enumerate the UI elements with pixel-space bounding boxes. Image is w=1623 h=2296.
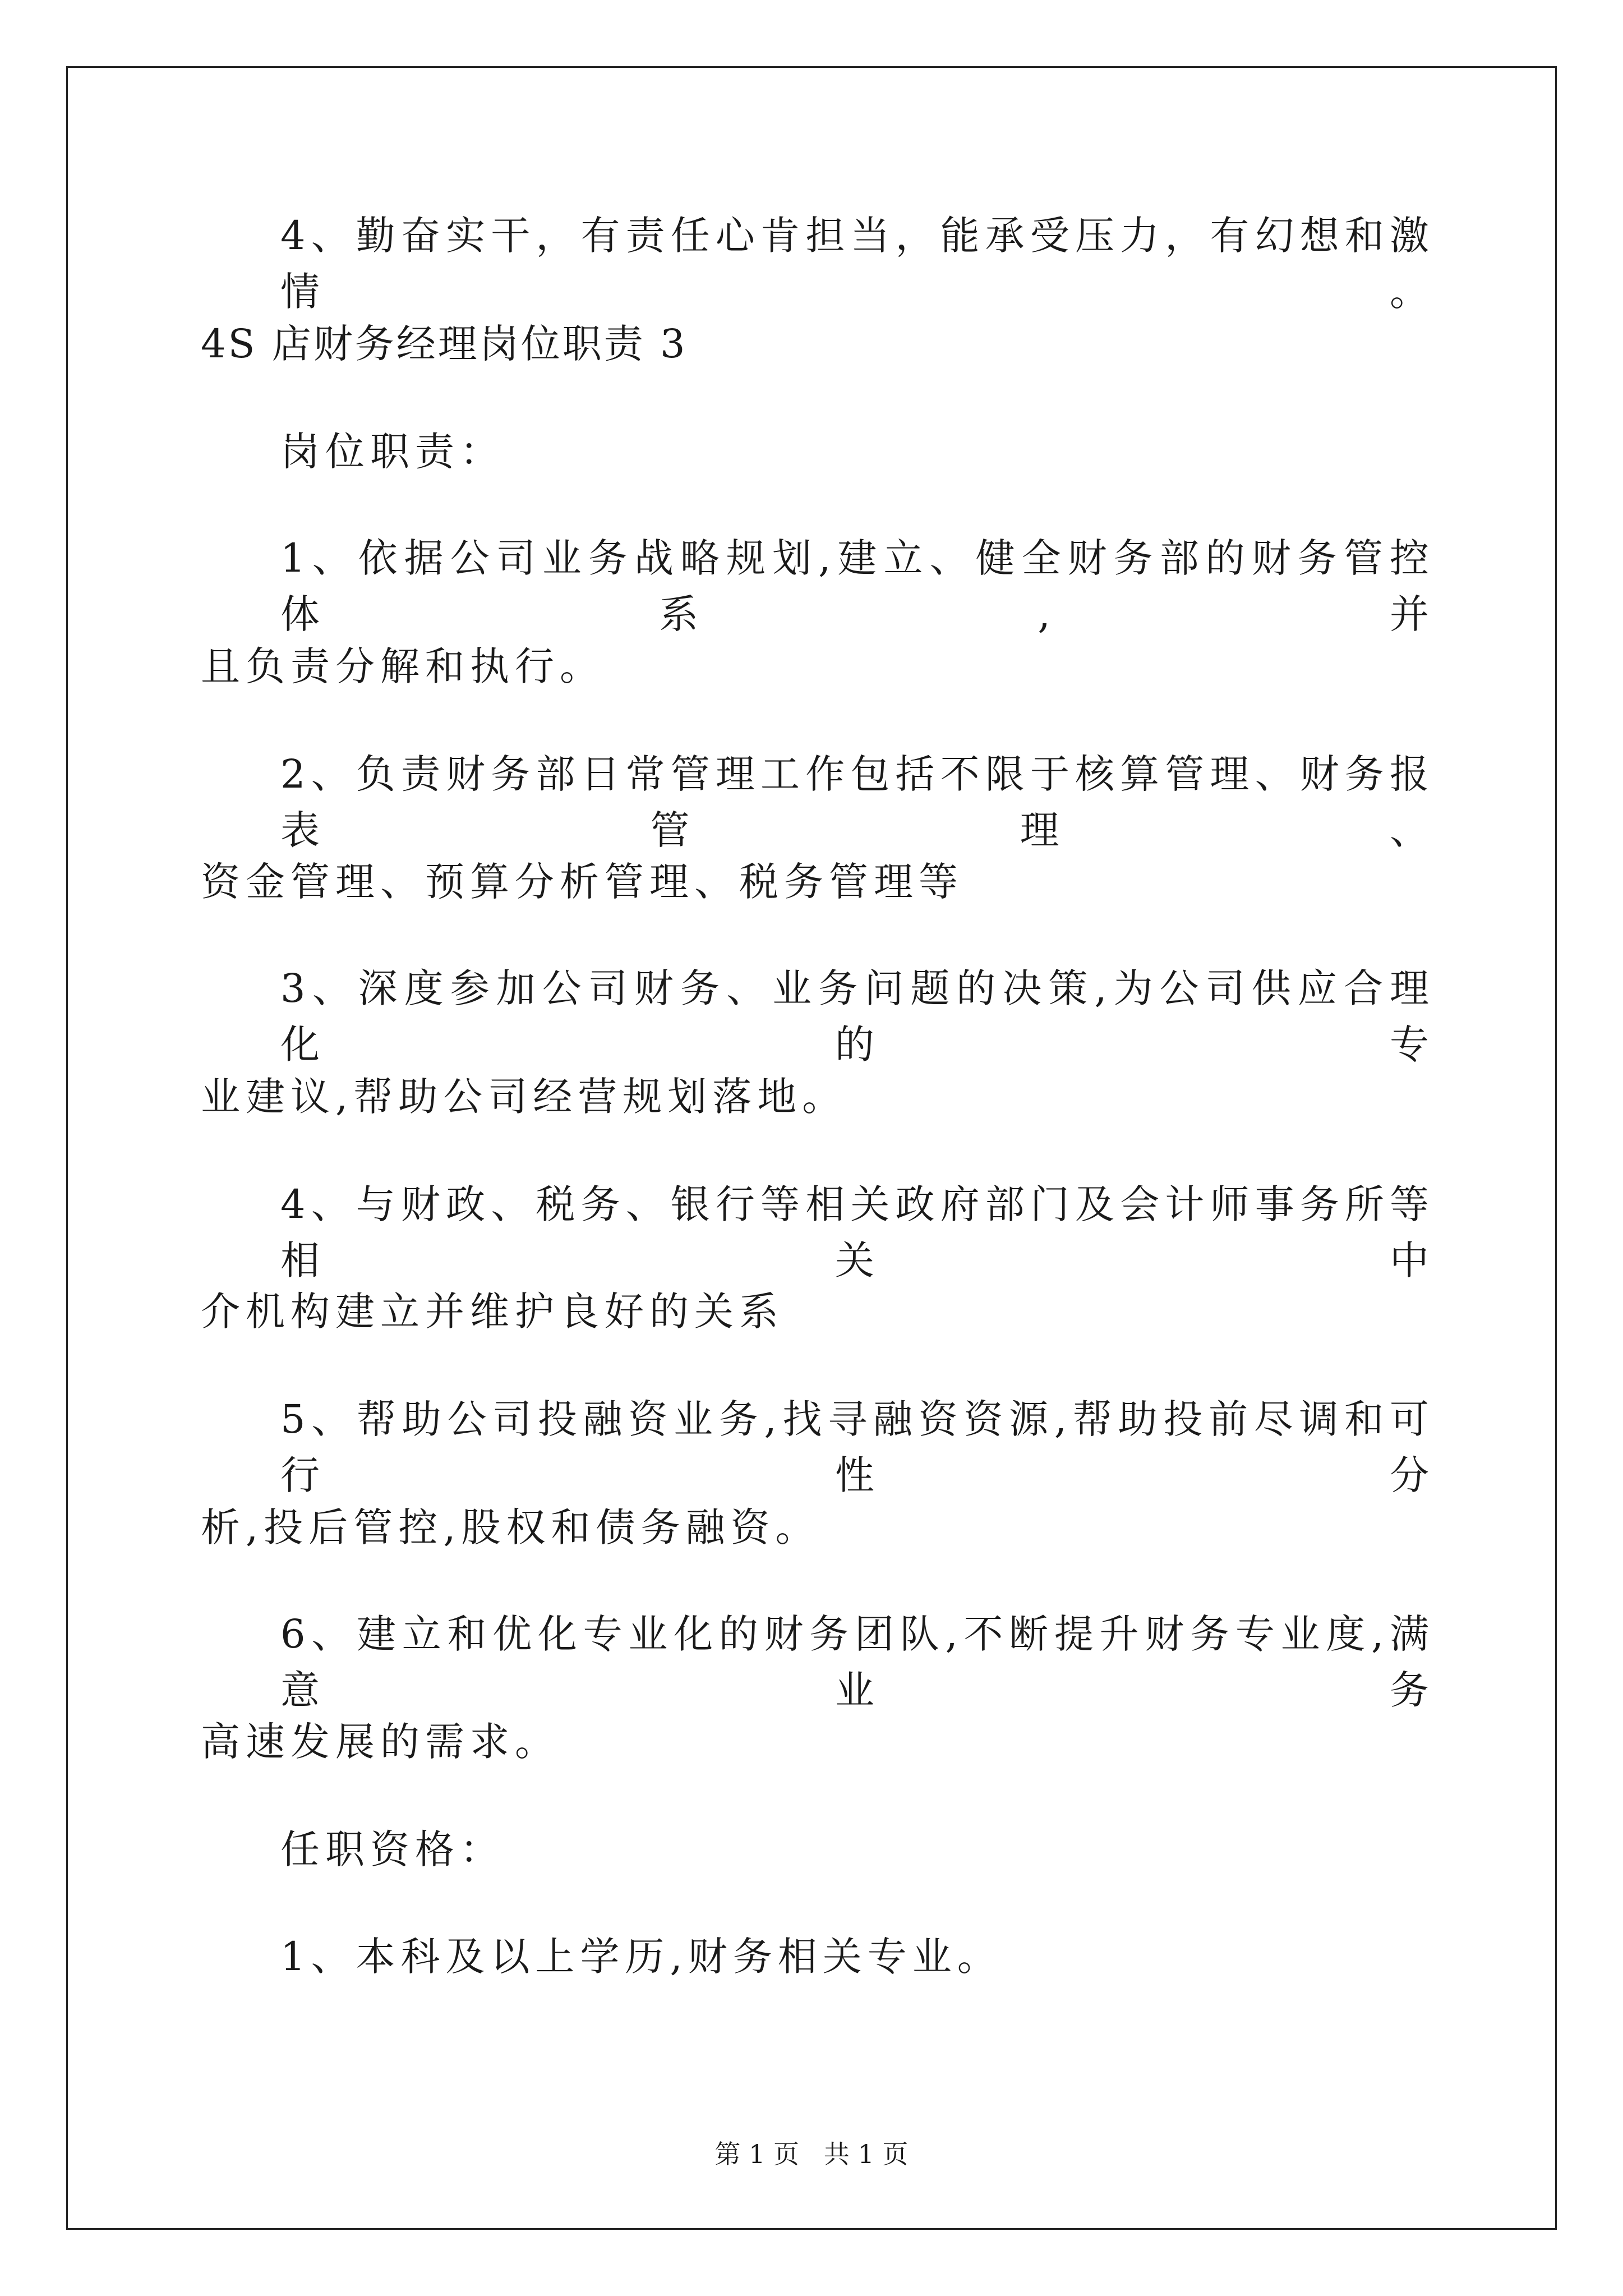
section-heading: 4S 店财务经理岗位职责 3	[201, 321, 688, 367]
paragraph-line: 3、深度参加公司财务、业务问题的决策,为公司供应合理化的专	[280, 965, 1435, 1068]
paragraph-line: 6、建立和优化专业化的财务团队,不断提升财务专业度,满意业务	[280, 1611, 1435, 1713]
page-border	[66, 66, 1557, 2230]
paragraph-line: 5、帮助公司投融资业务,找寻融资资源,帮助投前尽调和可行性分	[280, 1396, 1435, 1498]
section-label: 任职资格：	[280, 1826, 505, 1872]
paragraph-line: 析,投后管控,股权和债务融资。	[201, 1504, 820, 1550]
paragraph-line: 业建议,帮助公司经营规划落地。	[201, 1074, 847, 1120]
section-label: 岗位职责：	[280, 429, 505, 475]
paragraph-line: 2、负责财务部日常管理工作包括不限于核算管理、财务报表管理、	[280, 751, 1435, 853]
paragraph-line: 4、勤奋实干，有责任心肯担当，能承受压力，有幻想和激情。	[280, 213, 1435, 315]
paragraph-line: 1、依据公司业务战略规划,建立、健全财务部的财务管控体系,并	[280, 535, 1435, 637]
paragraph-line: 4、与财政、税务、银行等相关政府部门及会计师事务所等相关中	[280, 1181, 1435, 1283]
paragraph-line: 且负责分解和执行。	[201, 643, 605, 689]
page-footer: 第 1 页 共 1 页	[714, 2139, 909, 2169]
paragraph-line: 1、本科及以上学历,财务相关专业。	[280, 1934, 1002, 1980]
paragraph-line: 介机构建立并维护良好的关系	[201, 1289, 784, 1335]
paragraph-line: 资金管理、预算分析管理、税务管理等	[201, 859, 963, 905]
paragraph-line: 高速发展的需求。	[201, 1719, 560, 1765]
